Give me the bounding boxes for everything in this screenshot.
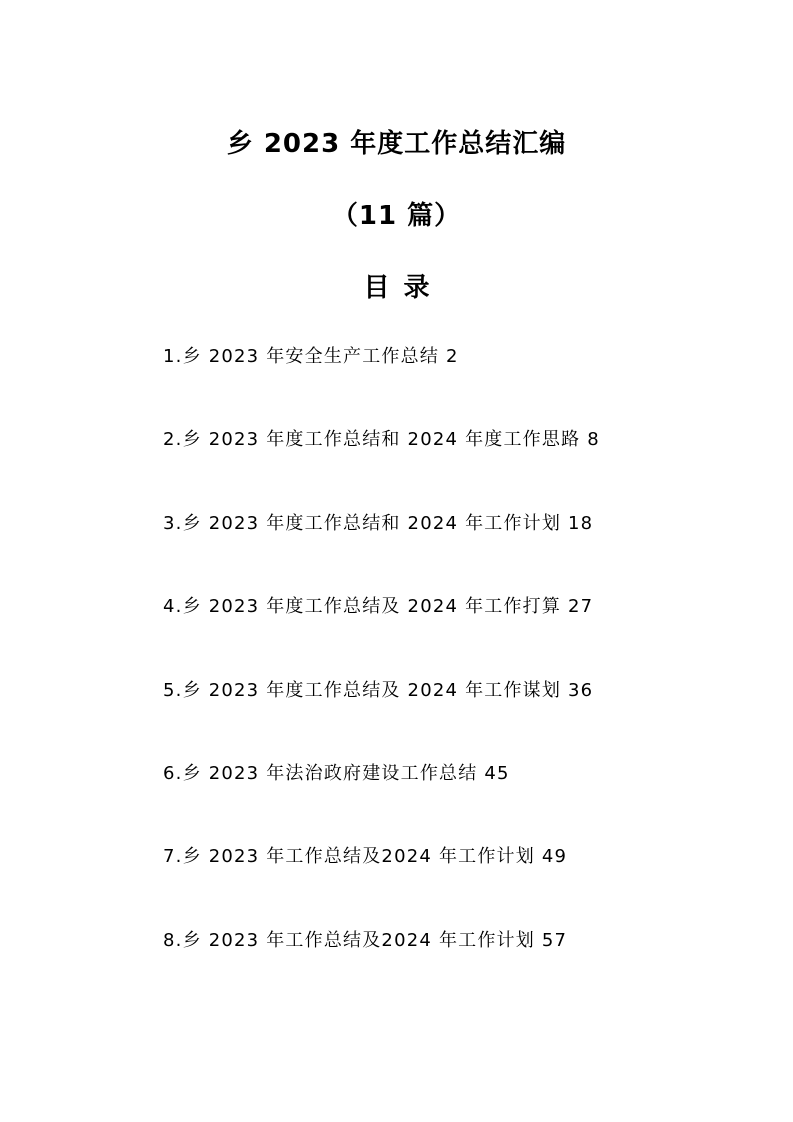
toc-item[interactable]: 2.乡 2023 年度工作总结和 2024 年度工作思路 8: [163, 429, 600, 450]
toc-item[interactable]: 7.乡 2023 年工作总结及2024 年工作计划 49: [163, 846, 568, 867]
toc-item[interactable]: 1.乡 2023 年安全生产工作总结 2: [163, 346, 459, 367]
document-subtitle: （11 篇）: [331, 201, 462, 231]
toc-item[interactable]: 3.乡 2023 年度工作总结和 2024 年工作计划 18: [163, 513, 594, 534]
toc-item[interactable]: 4.乡 2023 年度工作总结及 2024 年工作打算 27: [163, 596, 594, 617]
toc-heading: 目录: [363, 273, 444, 303]
toc-item[interactable]: 8.乡 2023 年工作总结及2024 年工作计划 57: [163, 930, 568, 951]
document-title: 乡 2023 年度工作总结汇编: [226, 129, 567, 159]
toc-item[interactable]: 5.乡 2023 年度工作总结及 2024 年工作谋划 36: [163, 680, 594, 701]
toc-item[interactable]: 6.乡 2023 年法治政府建设工作总结 45: [163, 763, 510, 784]
